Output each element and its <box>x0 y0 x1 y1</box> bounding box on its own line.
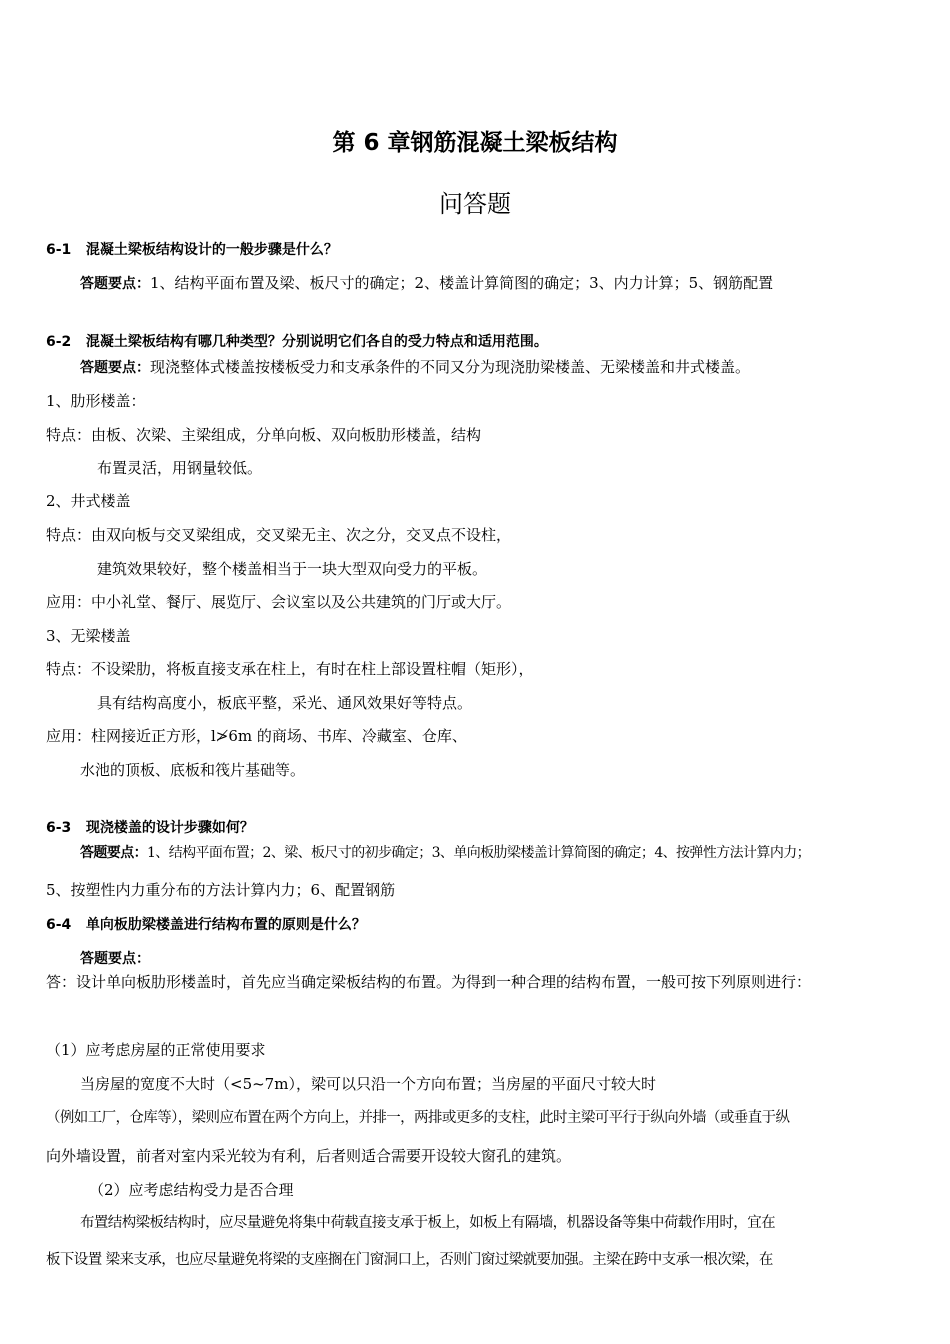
answer-label: 答题要点： <box>80 951 150 967</box>
answer-line: （1）应考虑房屋的正常使用要求 <box>46 1041 266 1059</box>
question-6-1 <box>46 240 338 260</box>
section-subtitle: 问答题 <box>439 190 511 218</box>
answer-line: （2）应考虑结构受力是否合理 <box>89 1181 294 1199</box>
question-6-3 <box>46 818 254 838</box>
answer-line: 建筑效果较好，整个楼盖相当于一块大型双向受力的平板。 <box>97 560 488 578</box>
answer-text: 现浇整体式楼盖按楼板受力和支承条件的不同又分为现浇肋梁楼盖、无梁楼盖和井式楼盖。 <box>150 358 751 376</box>
answer-6-1 <box>80 273 773 294</box>
question-text: 现浇楼盖的设计步骤如何？ <box>85 820 254 836</box>
answer-text: 1、结构平面布置及梁、板尺寸的确定；2、楼盖计算简图的确定；3、内力计算；5、钢筋配置 <box>150 274 774 292</box>
question-text: 单向板肋梁楼盖进行结构布置的原则是什么？ <box>85 917 366 933</box>
answer-line: 应用：中小礼堂、餐厅、展览厅、会议室以及公共建筑的门厅或大厅。 <box>46 593 512 611</box>
answer-line: 向外墙设置，前者对室内采光较为有利，后者则适合需要开设较大窗孔的建筑。 <box>46 1147 572 1165</box>
answer-line: 布置灵活，用钢量较低。 <box>97 459 263 477</box>
answer-text: 1、结构平面布置；2、梁、板尺寸的初步确定；3、单向板肋梁楼盖计算简图的确定；4、按弹性方法计算内力； <box>147 845 811 861</box>
question-text: 混凝土梁板结构有哪几种类型？分别说明它们各自的受力特点和适用范围。 <box>85 334 548 350</box>
answer-line: 特点：由双向板与交叉梁组成，交叉梁无主、次之分，交叉点不设柱， <box>46 526 512 544</box>
answer-line: 水池的顶板、底板和筏片基础等。 <box>80 761 306 779</box>
answer-line: 具有结构高度小，板底平整，采光、通风效果好等特点。 <box>97 694 473 712</box>
answer-line: 当房屋的宽度不大时（<5~7m），梁可以只沿一个方向布置；当房屋的平面尺寸较大时 <box>80 1075 656 1093</box>
question-number: 6-1 <box>46 242 72 258</box>
answer-6-3 <box>80 843 810 863</box>
answer-line: 3、无梁楼盖 <box>46 627 131 645</box>
answer-line: 板下设置 梁来支承，也应尽量避免将梁的支座搁在门窗洞口上，否则门窗过梁就要加强。主梁在跨中支承一根次梁，在 <box>46 1252 773 1268</box>
answer-label: 答题要点： <box>80 276 150 292</box>
answer-6-4-label <box>80 948 150 969</box>
answer-label: 答题要点： <box>80 845 147 861</box>
answer-line: 特点：由板、次梁、主梁组成，分单向板、双向板肋形楼盖，结构 <box>46 426 482 444</box>
answer-label: 答题要点： <box>80 360 150 376</box>
chapter-title: 第 6 章钢筋混凝土梁板结构 <box>332 130 618 156</box>
answer-line: 布置结构梁板结构时，应尽量避免将集中荷载直接支承于板上，如板上有隔墙，机器设备等集中荷载作用时，宜在 <box>80 1215 775 1231</box>
question-number: 6-2 <box>46 334 72 350</box>
question-text: 混凝土梁板结构设计的一般步骤是什么？ <box>85 242 338 258</box>
question-number: 6-4 <box>46 917 72 933</box>
answer-line: 1、肋形楼盖： <box>46 392 146 410</box>
answer-line: 2、井式楼盖 <box>46 492 131 510</box>
answer-line: 应用：柱网接近正方形，l≯6m 的商场、书库、冷藏室、仓库、 <box>46 727 467 745</box>
question-number: 6-3 <box>46 820 72 836</box>
answer-intro: 答：设计单向板肋形楼盖时，首先应当确定梁板结构的布置。为得到一种合理的结构布置，一般可按下列原则进行： <box>46 973 812 991</box>
answer-line: （例如工厂，仓库等），梁则应布置在两个方向上，并排一，两排或更多的支柱，此时主梁可平行于纵向外墙（或垂直于纵 <box>46 1110 790 1126</box>
answer-6-2 <box>80 357 750 378</box>
question-6-4 <box>46 915 366 935</box>
answer-line: 特点：不设梁肋，将板直接支承在柱上，有时在柱上部设置柱帽（矩形）， <box>46 660 534 678</box>
answer-line: 5、按塑性内力重分布的方法计算内力；6、配置钢筋 <box>46 881 396 899</box>
question-6-2 <box>46 332 548 352</box>
